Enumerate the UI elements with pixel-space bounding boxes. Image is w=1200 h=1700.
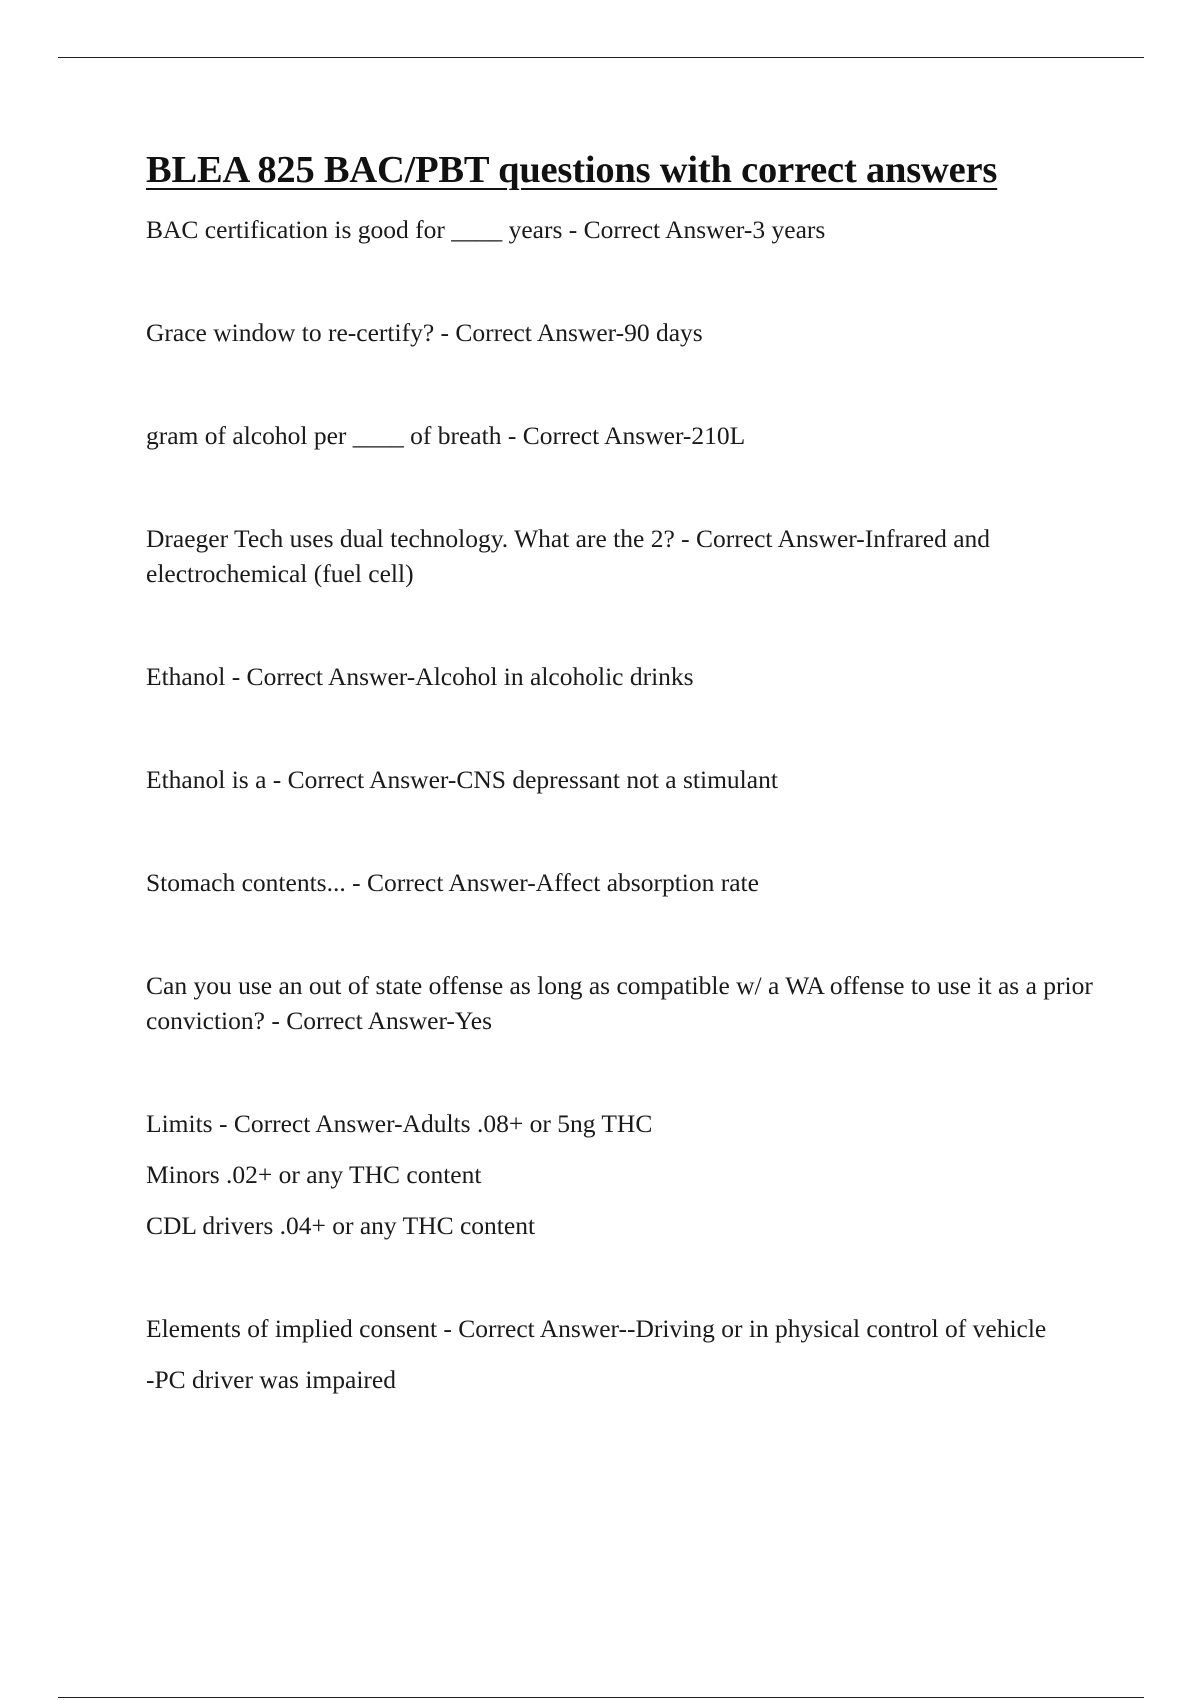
qa-item bbox=[146, 1106, 1106, 1243]
qa-item bbox=[146, 1311, 1106, 1397]
qa-item bbox=[146, 521, 1106, 591]
qa-line: Ethanol - Correct Answer-Alcohol in alcoholic drinks bbox=[146, 662, 694, 691]
qa-line: gram of alcohol per ____ of breath - Correct Answer-210L bbox=[146, 421, 746, 450]
qa-line: Limits - Correct Answer-Adults .08+ or 5ng THC bbox=[146, 1109, 653, 1138]
qa-line: Minors .02+ or any THC content bbox=[146, 1160, 482, 1189]
qa-line: CDL drivers .04+ or any THC content bbox=[146, 1211, 536, 1240]
qa-line: Grace window to re-certify? - Correct Answer-90 days bbox=[146, 318, 703, 347]
qa-item bbox=[146, 762, 1106, 797]
qa-item bbox=[146, 659, 1106, 694]
top-page-rule bbox=[58, 57, 1144, 58]
qa-line: Stomach contents... - Correct Answer-Affect absorption rate bbox=[146, 868, 759, 897]
qa-list bbox=[146, 212, 1106, 1397]
qa-line: Draeger Tech uses dual technology. What are the 2? - Correct Answer-Infrared and electrochemical (fuel cell) bbox=[146, 524, 991, 588]
bottom-page-rule bbox=[58, 1697, 1144, 1698]
qa-item bbox=[146, 212, 1106, 247]
qa-item bbox=[146, 865, 1106, 900]
qa-line: BAC certification is good for ____ years - Correct Answer-3 years bbox=[146, 215, 826, 244]
document-body bbox=[146, 146, 1106, 1397]
document-title: BLEA 825 BAC/PBT questions with correct answers bbox=[146, 149, 998, 191]
qa-line: Can you use an out of state offense as long as compatible w/ a WA offense to use it as a prior conviction? - Correct Answer-Yes bbox=[146, 971, 1093, 1035]
qa-item bbox=[146, 315, 1106, 350]
qa-line: -PC driver was impaired bbox=[146, 1365, 396, 1394]
qa-item bbox=[146, 968, 1106, 1038]
qa-item bbox=[146, 418, 1106, 453]
qa-line: Ethanol is a - Correct Answer-CNS depressant not a stimulant bbox=[146, 765, 778, 794]
qa-line: Elements of implied consent - Correct Answer--Driving or in physical control of vehicle bbox=[146, 1314, 1047, 1343]
